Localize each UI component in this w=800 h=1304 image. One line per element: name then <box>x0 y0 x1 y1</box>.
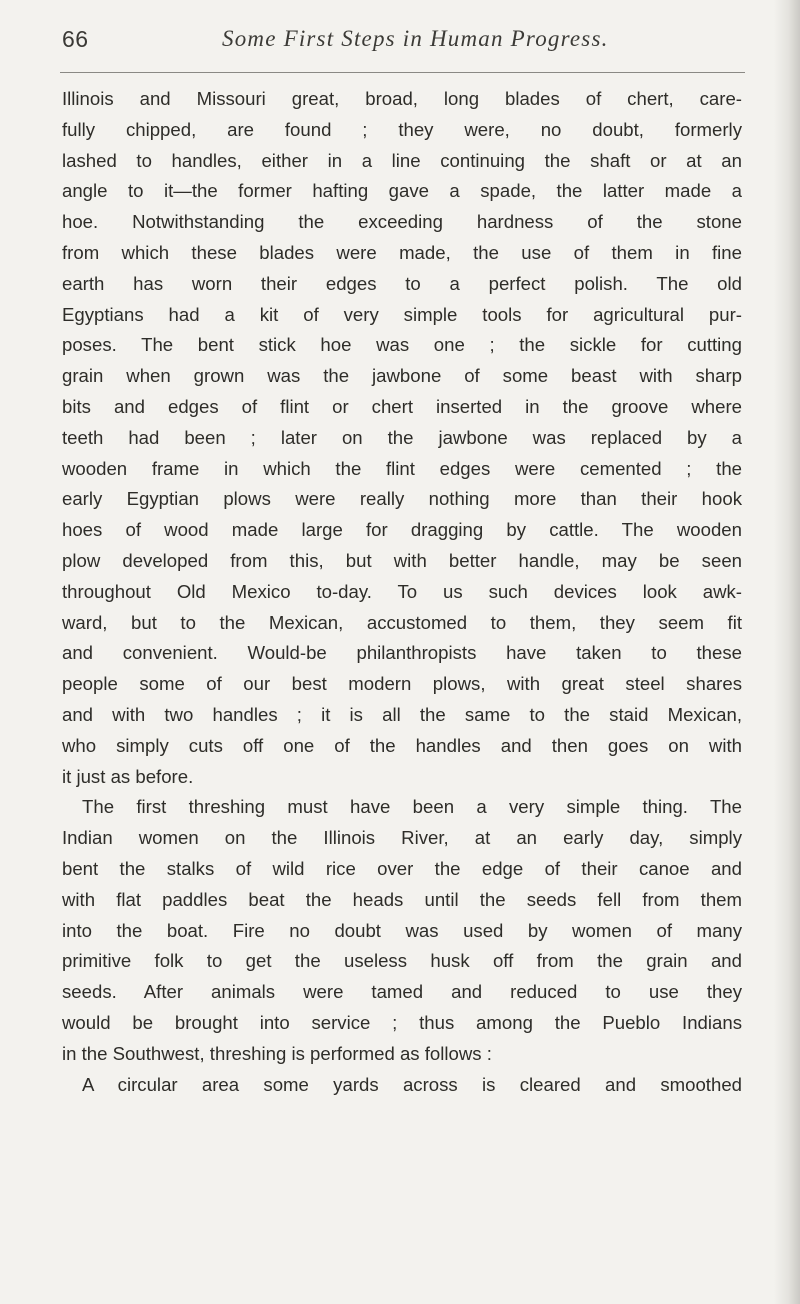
page-number: 66 <box>62 26 89 52</box>
text-line: lashed to handles, either in a line continuing the shaft or at an <box>62 149 742 171</box>
text-line: it just as before. <box>62 765 194 787</box>
text-line: Egyptians had a kit of very simple tools for agricultural pur- <box>62 303 742 325</box>
text-line: and convenient. Would-be philanthropists have taken to these <box>62 642 742 664</box>
running-head: Some First Steps in Human Progress. <box>222 26 609 51</box>
text-line: with flat paddles beat the heads until the seeds fell from them <box>62 888 742 910</box>
text-line: teeth had been ; later on the jawbone was replaced by a <box>62 426 742 448</box>
text-line: primitive folk to get the useless husk off from the grain and <box>62 950 742 972</box>
text-line: bits and edges of flint or chert inserted in the groove where <box>62 395 742 417</box>
text-line: fully chipped, are found ; they were, no doubt, formerly <box>62 118 742 140</box>
body-text <box>62 84 742 1100</box>
text-line: wooden frame in which the flint edges were cemented ; the <box>62 457 742 479</box>
text-line: early Egyptian plows were really nothing more than their hook <box>62 488 742 510</box>
header-rule <box>60 72 745 73</box>
text-line: Illinois and Missouri great, broad, long blades of chert, care- <box>62 88 742 109</box>
text-line: bent the stalks of wild rice over the edge of their canoe and <box>62 857 742 879</box>
text-line: hoe. Notwithstanding the exceeding hardness of the stone <box>62 211 742 233</box>
text-line: into the boat. Fire no doubt was used by women of many <box>62 919 742 941</box>
text-line: who simply cuts off one of the handles and then goes on with <box>62 734 742 756</box>
text-line: The first threshing must have been a very simple thing. The <box>82 796 742 818</box>
text-line: would be brought into service ; thus among the Pueblo Indians <box>62 1011 742 1033</box>
text-line: from which these blades were made, the use of them in fine <box>62 241 742 263</box>
text-line: ward, but to the Mexican, accustomed to them, they seem fit <box>62 611 742 633</box>
text-line: seeds. After animals were tamed and reduced to use they <box>62 981 742 1003</box>
text-line: and with two handles ; it is all the same to the staid Mexican, <box>62 703 742 725</box>
text-line: A circular area some yards across is cleared and smoothed <box>82 1073 742 1095</box>
text-line: earth has worn their edges to a perfect polish. The old <box>62 272 742 294</box>
text-line: angle to it—the former hafting gave a spade, the latter made a <box>62 180 742 202</box>
text-line: in the Southwest, threshing is performed as follows : <box>62 1042 492 1064</box>
text-line: hoes of wood made large for dragging by cattle. The wooden <box>62 519 742 541</box>
page-edge-shadow <box>774 0 800 1304</box>
page-header <box>62 20 742 60</box>
text-line: grain when grown was the jawbone of some beast with sharp <box>62 365 742 387</box>
text-line: throughout Old Mexico to-day. To us such devices look awk- <box>62 580 742 602</box>
text-line: plow developed from this, but with better handle, may be seen <box>62 549 742 571</box>
text-line: Indian women on the Illinois River, at an early day, simply <box>62 827 742 849</box>
text-line: poses. The bent stick hoe was one ; the sickle for cutting <box>62 334 742 356</box>
text-line: people some of our best modern plows, with great steel shares <box>62 673 742 695</box>
